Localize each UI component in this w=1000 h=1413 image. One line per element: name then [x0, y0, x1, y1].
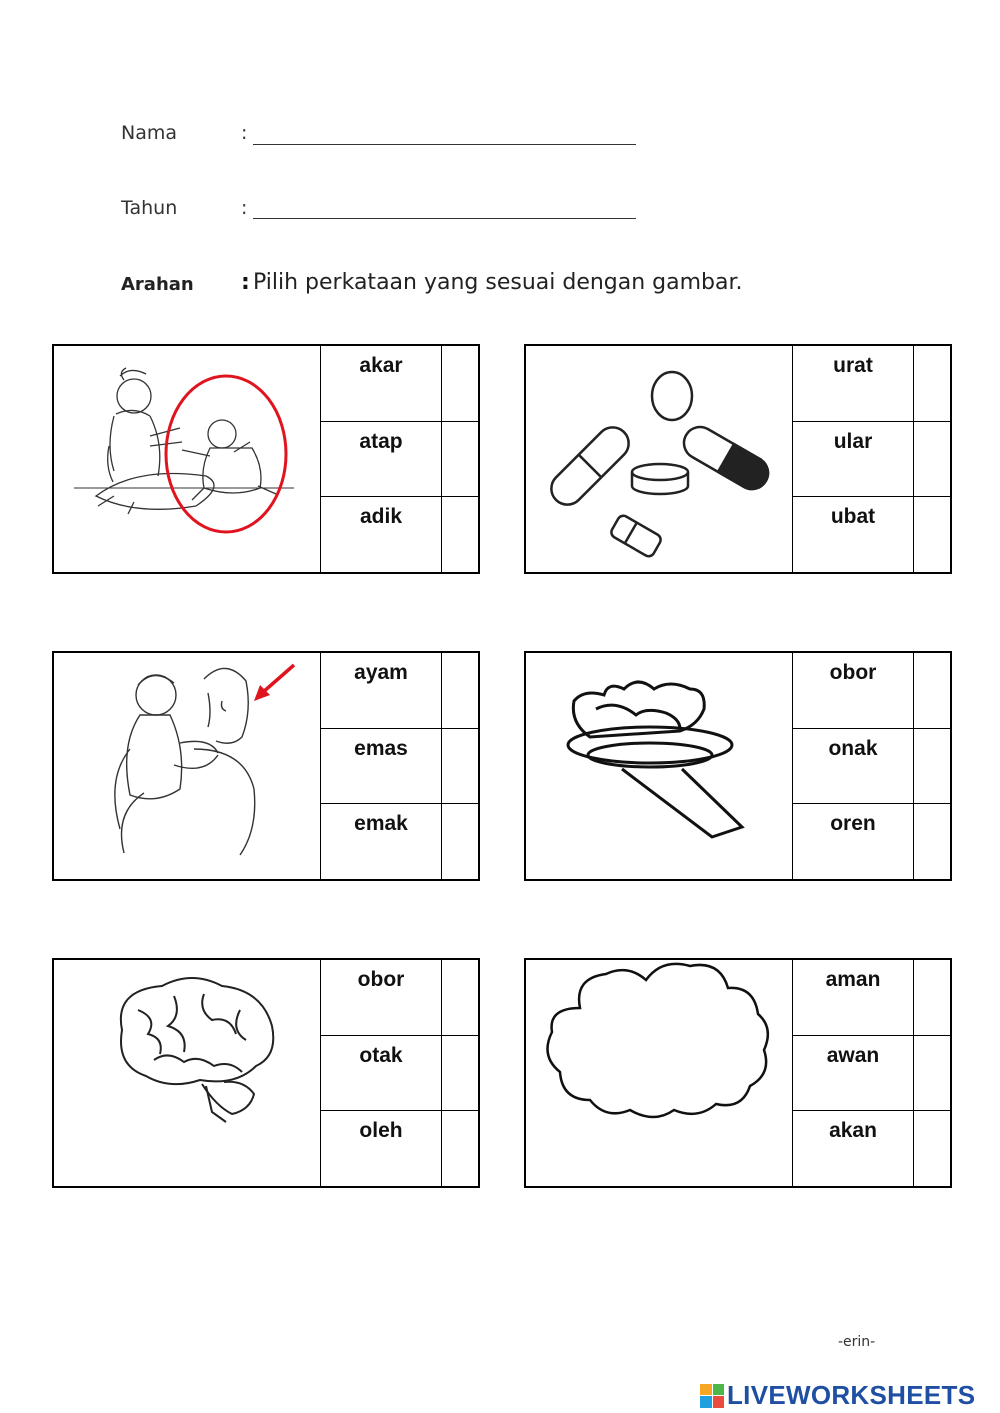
option-row[interactable]	[321, 346, 478, 422]
option-row[interactable]	[793, 960, 950, 1036]
child-with-baby-illustration	[54, 346, 320, 572]
brand-watermark[interactable]	[700, 1380, 975, 1411]
arahan-text: Pilih perkataan yang sesuai dengan gambar.	[253, 270, 743, 295]
picture-cell	[54, 346, 321, 572]
tahun-colon: :	[241, 197, 248, 219]
option-word[interactable]: obor	[321, 960, 442, 1035]
red-circle-highlight	[166, 376, 286, 532]
option-word[interactable]: aman	[793, 960, 914, 1035]
option-row[interactable]	[321, 497, 478, 572]
option-word[interactable]: oren	[793, 804, 914, 879]
mother-child-illustration	[54, 653, 320, 879]
nama-input-line[interactable]	[253, 126, 636, 145]
answer-box[interactable]	[914, 1036, 950, 1111]
answer-box[interactable]	[442, 653, 478, 728]
question-card-6	[524, 958, 952, 1188]
option-row[interactable]	[793, 346, 950, 422]
answer-box[interactable]	[914, 1111, 950, 1186]
option-word[interactable]: ular	[793, 422, 914, 497]
question-card-3	[52, 651, 480, 881]
answer-box[interactable]	[914, 497, 950, 572]
option-word[interactable]: obor	[793, 653, 914, 728]
pills-illustration	[526, 346, 792, 572]
answer-box[interactable]	[442, 960, 478, 1035]
options-column	[793, 346, 950, 572]
option-word[interactable]: urat	[793, 346, 914, 421]
options-column	[321, 960, 478, 1186]
arahan-label: Arahan	[121, 274, 194, 295]
option-row[interactable]	[793, 422, 950, 498]
option-word[interactable]: onak	[793, 729, 914, 804]
red-arrow-highlight	[254, 665, 294, 701]
answer-box[interactable]	[914, 729, 950, 804]
torch-illustration	[526, 653, 792, 879]
picture-cell	[54, 960, 321, 1186]
option-word[interactable]: otak	[321, 1036, 442, 1111]
options-column	[793, 960, 950, 1186]
option-row[interactable]	[793, 497, 950, 572]
option-row[interactable]	[793, 653, 950, 729]
answer-box[interactable]	[914, 422, 950, 497]
option-row[interactable]	[321, 960, 478, 1036]
answer-box[interactable]	[442, 422, 478, 497]
option-word[interactable]: emak	[321, 804, 442, 879]
option-word[interactable]: awan	[793, 1036, 914, 1111]
nama-colon: :	[241, 122, 248, 144]
answer-box[interactable]	[442, 1111, 478, 1186]
answer-box[interactable]	[442, 346, 478, 421]
author-credit: -erin-	[838, 1334, 876, 1350]
liveworksheets-logo-icon	[700, 1384, 724, 1408]
question-card-1	[52, 344, 480, 574]
options-column	[321, 346, 478, 572]
option-row[interactable]	[793, 1111, 950, 1186]
answer-box[interactable]	[914, 804, 950, 879]
tahun-input-line[interactable]	[253, 201, 636, 219]
option-row[interactable]	[793, 1036, 950, 1112]
answer-box[interactable]	[914, 653, 950, 728]
question-card-5	[52, 958, 480, 1188]
option-word[interactable]: ubat	[793, 497, 914, 572]
option-row[interactable]	[793, 804, 950, 879]
option-row[interactable]	[793, 729, 950, 805]
option-word[interactable]: akan	[793, 1111, 914, 1186]
arahan-colon: :	[241, 270, 250, 295]
answer-box[interactable]	[442, 1036, 478, 1111]
question-card-4	[524, 651, 952, 881]
option-row[interactable]	[321, 1111, 478, 1186]
option-row[interactable]	[321, 653, 478, 729]
option-row[interactable]	[321, 1036, 478, 1112]
option-word[interactable]: akar	[321, 346, 442, 421]
question-card-2	[524, 344, 952, 574]
brain-illustration	[54, 960, 320, 1186]
answer-box[interactable]	[914, 960, 950, 1035]
picture-cell	[526, 960, 793, 1186]
option-word[interactable]: atap	[321, 422, 442, 497]
cloud-illustration	[526, 960, 792, 1186]
answer-box[interactable]	[442, 804, 478, 879]
option-word[interactable]: adik	[321, 497, 442, 572]
answer-box[interactable]	[914, 346, 950, 421]
option-word[interactable]: oleh	[321, 1111, 442, 1186]
nama-label: Nama	[121, 122, 178, 144]
brand-name: LIVEWORKSHEETS	[727, 1380, 976, 1410]
answer-box[interactable]	[442, 729, 478, 804]
option-row[interactable]	[321, 729, 478, 805]
option-word[interactable]: ayam	[321, 653, 442, 728]
options-column	[321, 653, 478, 879]
picture-cell	[54, 653, 321, 879]
option-row[interactable]	[321, 804, 478, 879]
options-column	[793, 653, 950, 879]
option-row[interactable]	[321, 422, 478, 498]
tahun-label: Tahun	[121, 197, 178, 219]
picture-cell	[526, 346, 793, 572]
answer-box[interactable]	[442, 497, 478, 572]
option-word[interactable]: emas	[321, 729, 442, 804]
picture-cell	[526, 653, 793, 879]
